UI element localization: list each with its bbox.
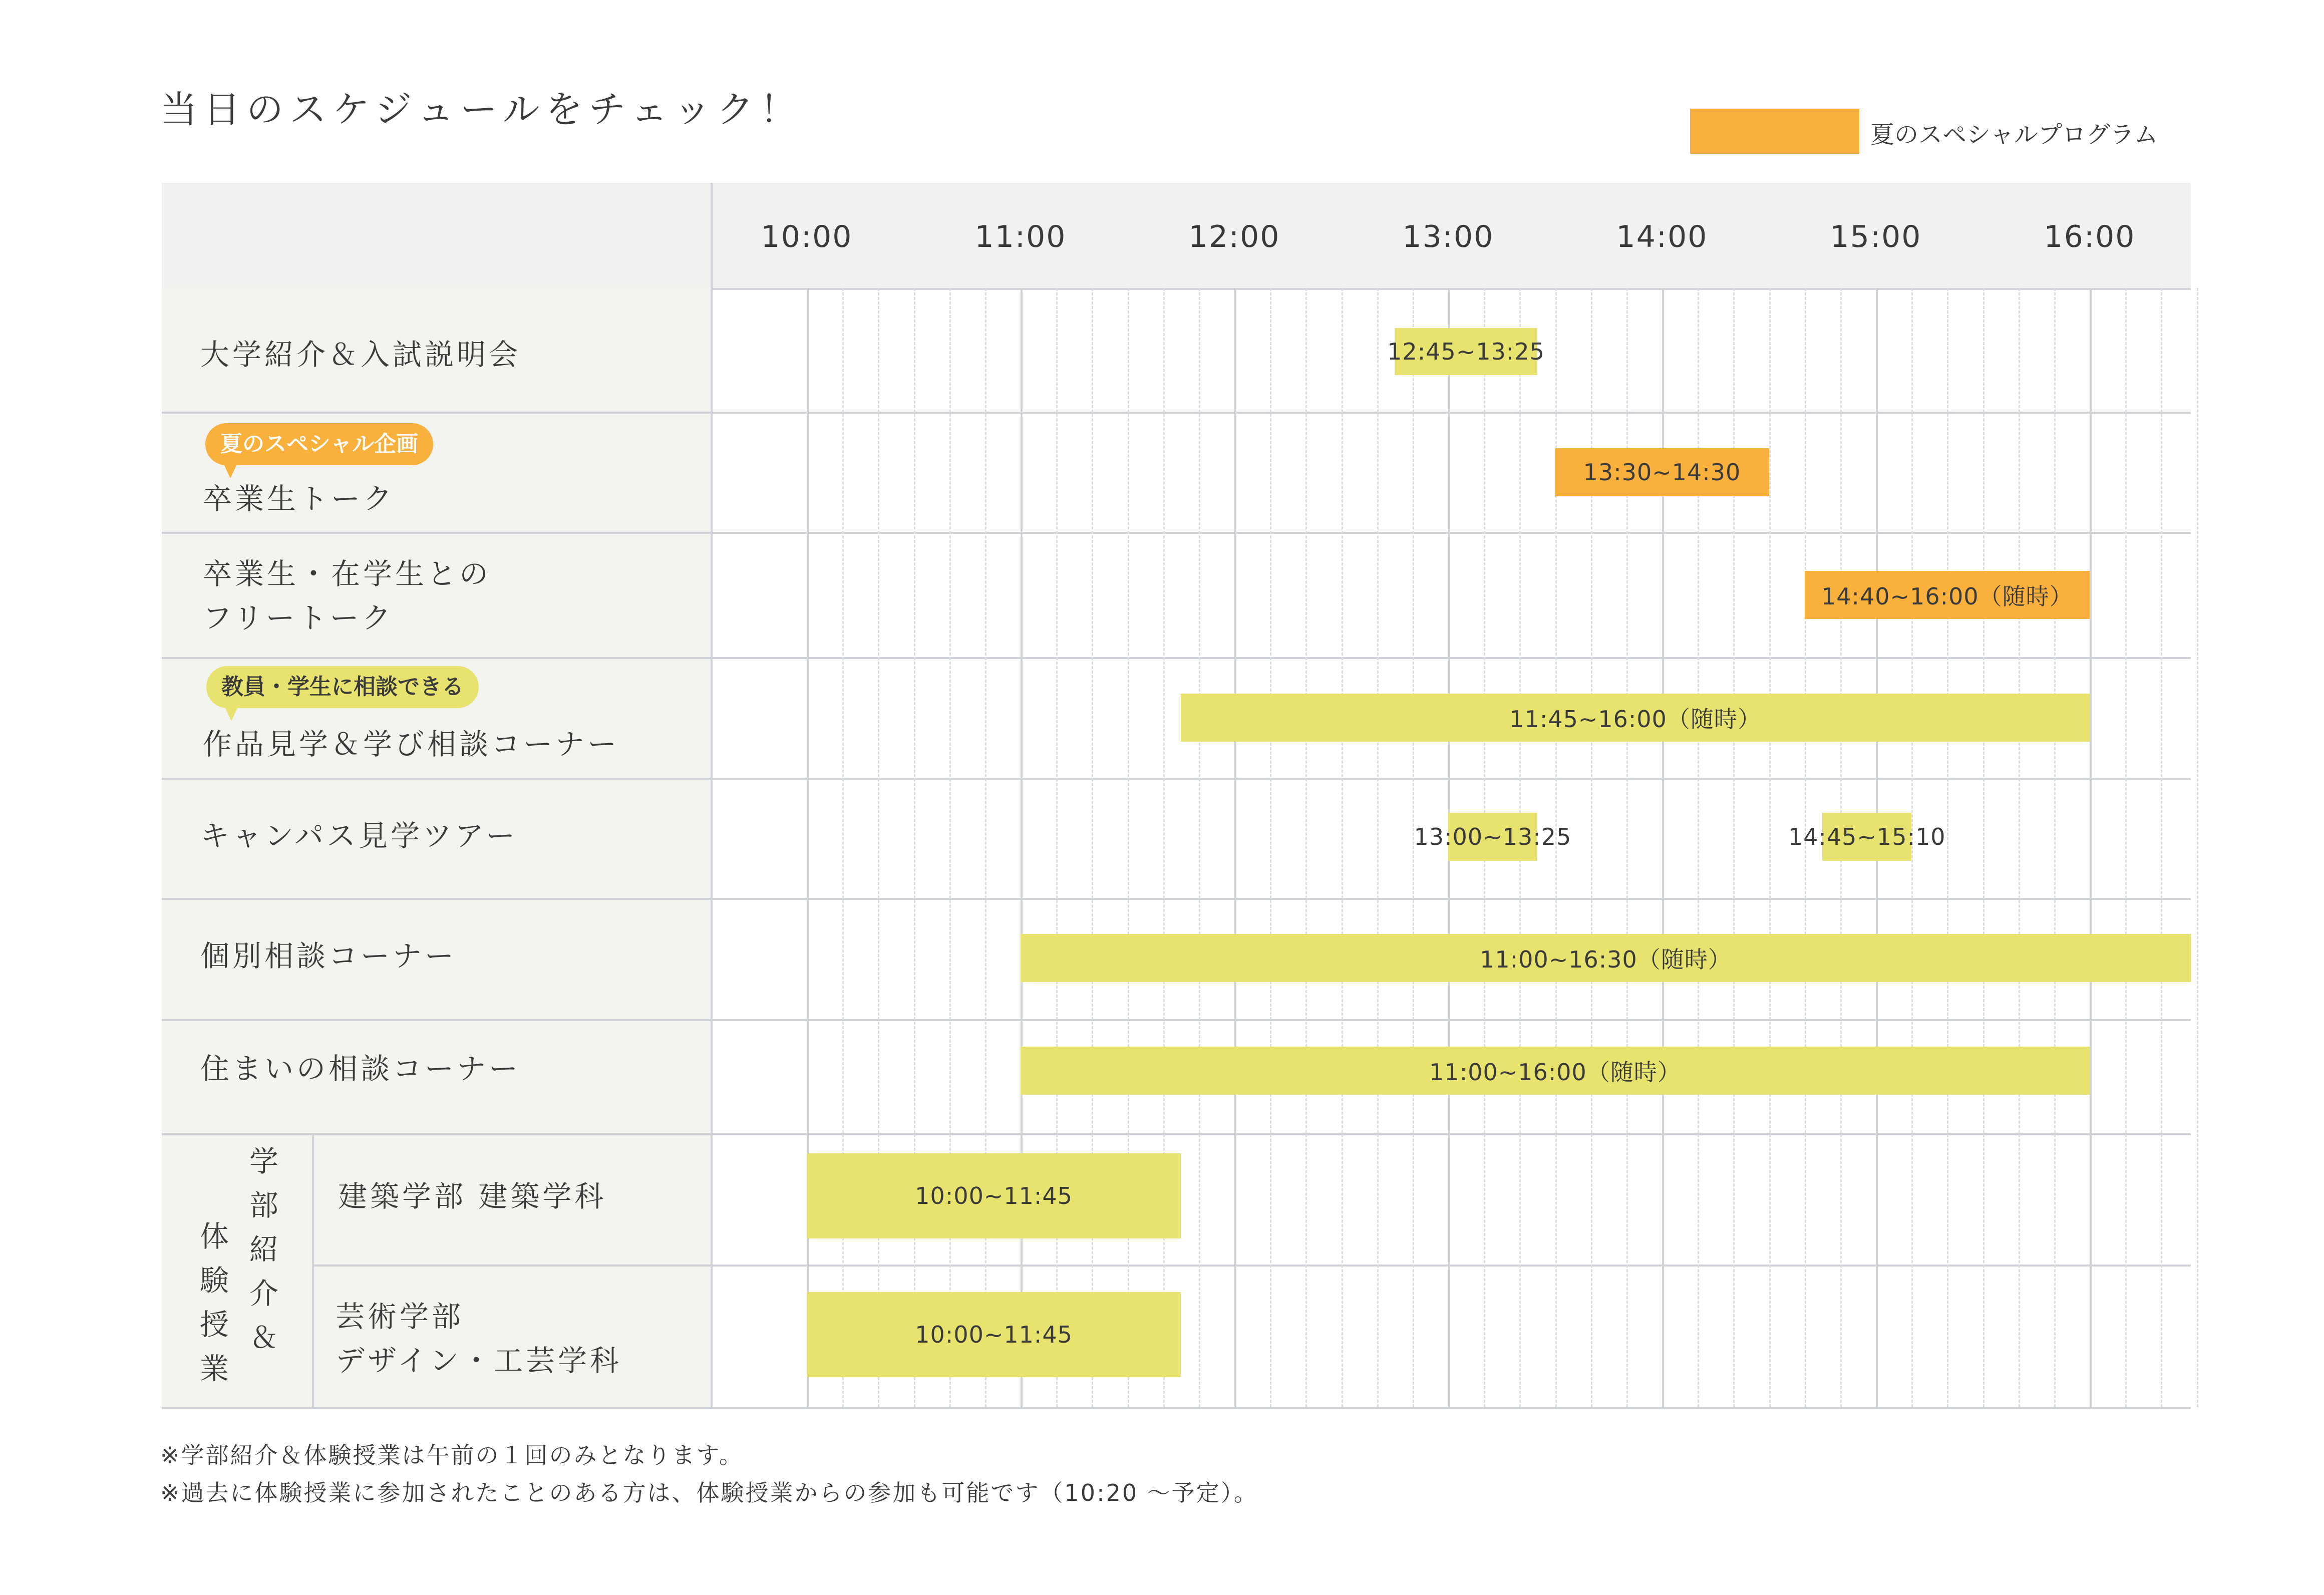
minute-gridline xyxy=(842,288,844,1407)
row-divider xyxy=(162,412,2191,414)
special-tag: 夏のスペシャル企画 xyxy=(205,423,433,465)
minute-gridline xyxy=(2019,288,2020,1407)
hour-gridline xyxy=(807,288,809,1407)
minute-gridline xyxy=(1342,288,1343,1407)
note-1: ※学部紹介＆体験授業は午前の１回のみとなります。 xyxy=(160,1442,744,1469)
row-divider xyxy=(162,1133,2191,1135)
row-label-art-1: 芸術学部 xyxy=(336,1300,464,1334)
minute-gridline xyxy=(1163,288,1165,1407)
tick-label: 15:00 xyxy=(1830,219,1922,254)
tick-label: 16:00 xyxy=(2044,219,2136,254)
schedule-bar: 11:00~16:00（随時） xyxy=(1021,1047,2090,1095)
row-label-housing-consult: 住まいの相談コーナー xyxy=(200,1052,521,1086)
minute-gridline xyxy=(1270,288,1271,1407)
tick-label: 13:00 xyxy=(1402,219,1494,254)
schedule-bar: 10:00~11:45 xyxy=(807,1153,1181,1238)
minute-gridline xyxy=(2125,288,2127,1407)
minute-gridline xyxy=(1377,288,1379,1407)
label-divider xyxy=(711,183,713,1407)
tick-label: 11:00 xyxy=(974,219,1067,254)
row-divider xyxy=(162,532,2191,534)
tick-label: 10:00 xyxy=(761,219,853,254)
schedule-bar: 12:45~13:25 xyxy=(1395,328,1537,375)
row-label-university-briefing: 大学紹介＆入試説明会 xyxy=(200,338,521,372)
group-label-trial-class: 体 験 授 業 xyxy=(199,1219,229,1386)
hour-gridline xyxy=(1234,288,1236,1407)
minute-gridline xyxy=(1983,288,1984,1407)
row-label-works-tour: 作品見学＆学び相談コーナー xyxy=(203,727,620,761)
row-label-free-talk-1: 卒業生・在学生との xyxy=(203,557,492,591)
minute-gridline xyxy=(1947,288,1948,1407)
schedule-bar: 14:45~15:10 xyxy=(1822,813,1911,861)
hour-gridline xyxy=(2090,288,2092,1407)
minute-gridline xyxy=(914,288,915,1407)
tick-label: 12:00 xyxy=(1188,219,1280,254)
note-2: ※過去に体験授業に参加されたことのある方は、体験授業からの参加も可能です（10:20 〜予定）。 xyxy=(160,1479,1258,1506)
schedule-bar: 11:45~16:00（随時） xyxy=(1181,694,2090,742)
group-divider xyxy=(312,1133,314,1407)
minute-gridline xyxy=(878,288,879,1407)
minute-gridline xyxy=(1056,288,1058,1407)
row-label-campus-tour: キャンパス見学ツアー xyxy=(200,819,518,853)
schedule-bar: 10:00~11:45 xyxy=(807,1292,1181,1377)
row-label-alumni-talk: 卒業生トーク xyxy=(203,482,396,516)
minute-gridline xyxy=(1769,288,1771,1407)
page-title: 当日のスケジュールをチェック！ xyxy=(160,88,803,131)
consult-tag: 教員・学生に相談できる xyxy=(206,666,479,708)
minute-gridline xyxy=(2197,288,2198,1407)
row-divider xyxy=(162,1407,2191,1409)
minute-gridline xyxy=(985,288,986,1407)
tick-label: 14:00 xyxy=(1616,219,1708,254)
row-label-free-talk-2: フリートーク xyxy=(203,601,394,635)
schedule-bar: 11:00~16:30（随時） xyxy=(1021,934,2191,982)
row-divider xyxy=(162,898,2191,900)
minute-gridline xyxy=(2054,288,2056,1407)
schedule-bar: 14:40~16:00（随時） xyxy=(1805,571,2090,619)
legend-swatch xyxy=(1690,109,1859,154)
minute-gridline xyxy=(1199,288,1200,1407)
minute-gridline xyxy=(1305,288,1307,1407)
row-divider xyxy=(162,778,2191,780)
hour-gridline xyxy=(1021,288,1023,1407)
row-divider xyxy=(313,1264,2191,1266)
minute-gridline xyxy=(2161,288,2162,1407)
minute-gridline xyxy=(1128,288,1129,1407)
minute-gridline xyxy=(1092,288,1093,1407)
row-label-architecture: 建築学部 建築学科 xyxy=(338,1179,607,1213)
row-divider xyxy=(162,657,2191,659)
row-label-individual-consult: 個別相談コーナー xyxy=(200,939,457,973)
row-divider xyxy=(162,1019,2191,1021)
row-label-art-2: デザイン・工芸学科 xyxy=(336,1344,622,1378)
group-label-faculty-intro: 学 部 紹 介 ＆ xyxy=(249,1144,278,1355)
legend-label: 夏のスペシャルプログラム xyxy=(1870,121,2158,149)
schedule-bar: 13:00~13:25 xyxy=(1448,813,1537,861)
schedule-bar: 13:30~14:30 xyxy=(1555,448,1769,496)
minute-gridline xyxy=(949,288,951,1407)
